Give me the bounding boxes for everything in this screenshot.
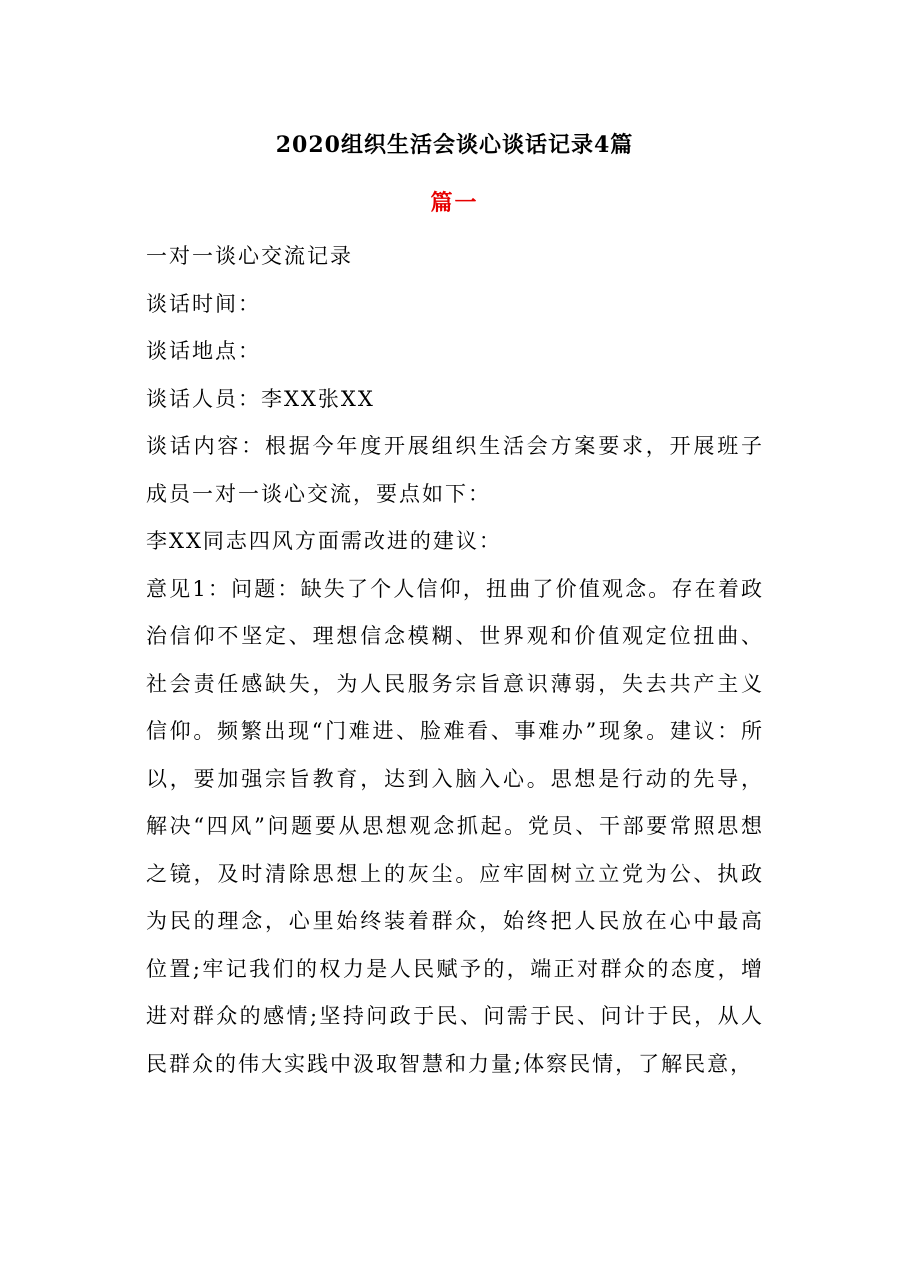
paragraph-subtitle: 一对一谈心交流记录 <box>146 244 353 268</box>
paragraph-content: 谈话内容：根据今年度开展组织生活会方案要求，开展班子成员一对一谈心交流，要点如下： <box>146 434 764 506</box>
section-heading: 篇一 <box>430 190 479 216</box>
paragraph-time: 谈话时间： <box>146 291 261 316</box>
paragraph-location: 谈话地点： <box>146 339 261 363</box>
document-body <box>146 233 764 1088</box>
paragraph-opinion-1: 意见1：问题：缺失了个人信仰，扭曲了价值观念。存在着政治信仰不坚定、理想信念模糊、世界观和价值观定位扭曲、社会责任感缺失，为人民服务宗旨意识薄弱，失去共产主义信仰。频繁出现“门难进、脸难看、事难办”现象。建议：所以，要加强宗旨教育，达到入脑入心。思想是行动的先导，解决“四风”问题要从思想观念抓起。党员、干部要常照思想之镜，及时清除思想上的灰尘。应牢固树立立党为公、执政为民的理念，心里始终装着群众，始终把人民放在心中最高位置;牢记我们的权力是人民赋予的，端正对群众的态度，增进对群众的感情;坚持问政于民、问需于民、问计于民，从人民群众的伟大实践中汲取智慧和力量;体察民情，了解民意， <box>146 576 764 1076</box>
document-title: 2020组织生活会谈心谈话记录4篇 <box>275 132 634 158</box>
paragraph-suggestions-heading: 李XX同志四风方面需改进的建议： <box>146 529 502 553</box>
paragraph-participants: 谈话人员：李XX张XX <box>146 386 375 411</box>
